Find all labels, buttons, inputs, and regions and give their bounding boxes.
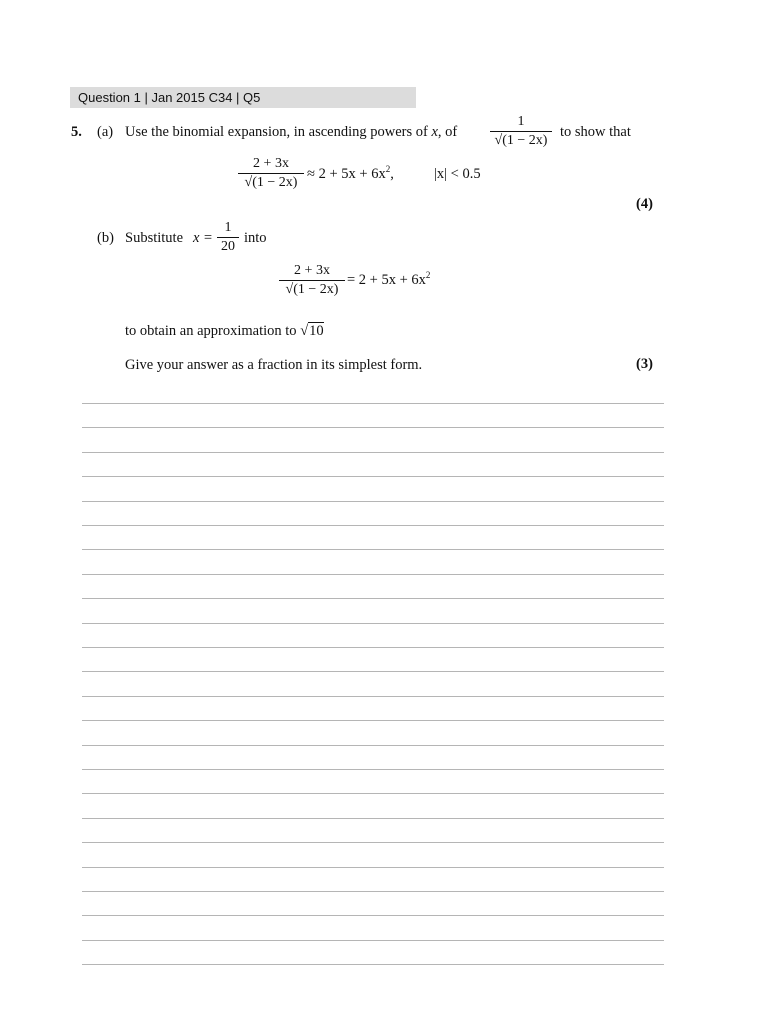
answer-line <box>82 696 664 697</box>
answer-line <box>82 940 664 941</box>
part-a-fraction <box>490 113 552 150</box>
sqrt-symbol: √ <box>300 323 309 339</box>
answer-line <box>82 720 664 721</box>
answer-line <box>82 671 664 672</box>
part-b-eq-numerator: 2 + 3x <box>294 263 330 278</box>
question-number: 5. <box>71 124 82 140</box>
answer-line <box>82 623 664 624</box>
part-b-x-fraction <box>217 219 239 256</box>
part-a-fraction-denominator: √(1 − 2x) <box>494 133 548 148</box>
answer-line <box>82 525 664 526</box>
part-a-condition: |x| < 0.5 <box>434 166 481 182</box>
part-b-approx-line <box>125 322 324 340</box>
answer-line <box>82 769 664 770</box>
part-b-equation-fraction <box>279 262 345 299</box>
part-b-substitute-text: Substitute <box>125 230 184 246</box>
answer-line <box>82 647 664 648</box>
part-a-text-after: to show that <box>560 124 631 140</box>
part-a-instruction <box>125 123 457 141</box>
answer-line <box>82 452 664 453</box>
part-a-text-mid: , of <box>437 124 458 140</box>
answer-line <box>82 891 664 892</box>
question-header <box>70 87 416 108</box>
part-b-x-numerator: 1 <box>224 220 232 235</box>
answer-line <box>82 915 664 916</box>
part-b-x-denominator: 20 <box>221 239 235 254</box>
part-a-marks: (4) <box>636 196 653 212</box>
part-b-x-equals: x = <box>193 230 213 246</box>
part-a-eq-numerator: 2 + 3x <box>253 156 289 171</box>
answer-line <box>82 501 664 502</box>
part-b-eq-rhs-text: = 2 + 5x + 6x <box>347 272 426 288</box>
part-a-eq-rhs <box>307 165 394 183</box>
part-a-eq-comma: , <box>390 166 394 182</box>
part-a-text-before: Use the binomial expansion, in ascending powers of <box>125 124 432 140</box>
part-a-var-x: x <box>431 124 438 140</box>
answer-line <box>82 842 664 843</box>
answer-line <box>82 476 664 477</box>
part-a-eq-exponent: 2 <box>385 164 391 174</box>
answer-line <box>82 964 664 965</box>
part-b-approx-text: to obtain an approximation to <box>125 323 297 339</box>
sqrt-argument: 10 <box>309 323 324 339</box>
answer-line <box>82 427 664 428</box>
answer-line <box>82 403 664 404</box>
question-header-title: Question 1 | Jan 2015 C34 | Q5 <box>78 90 261 105</box>
answer-line <box>82 574 664 575</box>
part-b-into-text: into <box>244 230 267 246</box>
part-a-eq-rhs-text: ≈ 2 + 5x + 6x <box>307 166 386 182</box>
part-a-label: (a) <box>97 124 114 140</box>
answer-line <box>82 793 664 794</box>
part-b-eq-exponent: 2 <box>425 270 431 280</box>
part-a-equation-fraction <box>238 155 304 192</box>
part-a-fraction-numerator: 1 <box>517 114 525 129</box>
answer-line <box>82 867 664 868</box>
part-b-marks: (3) <box>636 356 653 372</box>
answer-line <box>82 745 664 746</box>
answer-line <box>82 598 664 599</box>
part-a-eq-denominator: √(1 − 2x) <box>244 175 298 190</box>
part-b-eq-denominator: √(1 − 2x) <box>285 282 339 297</box>
part-b-answer-instruction: Give your answer as a fraction in its simplest form. <box>125 357 423 373</box>
answer-line <box>82 549 664 550</box>
answer-line <box>82 818 664 819</box>
part-b-label: (b) <box>97 230 114 246</box>
part-b-eq-rhs <box>347 271 430 289</box>
